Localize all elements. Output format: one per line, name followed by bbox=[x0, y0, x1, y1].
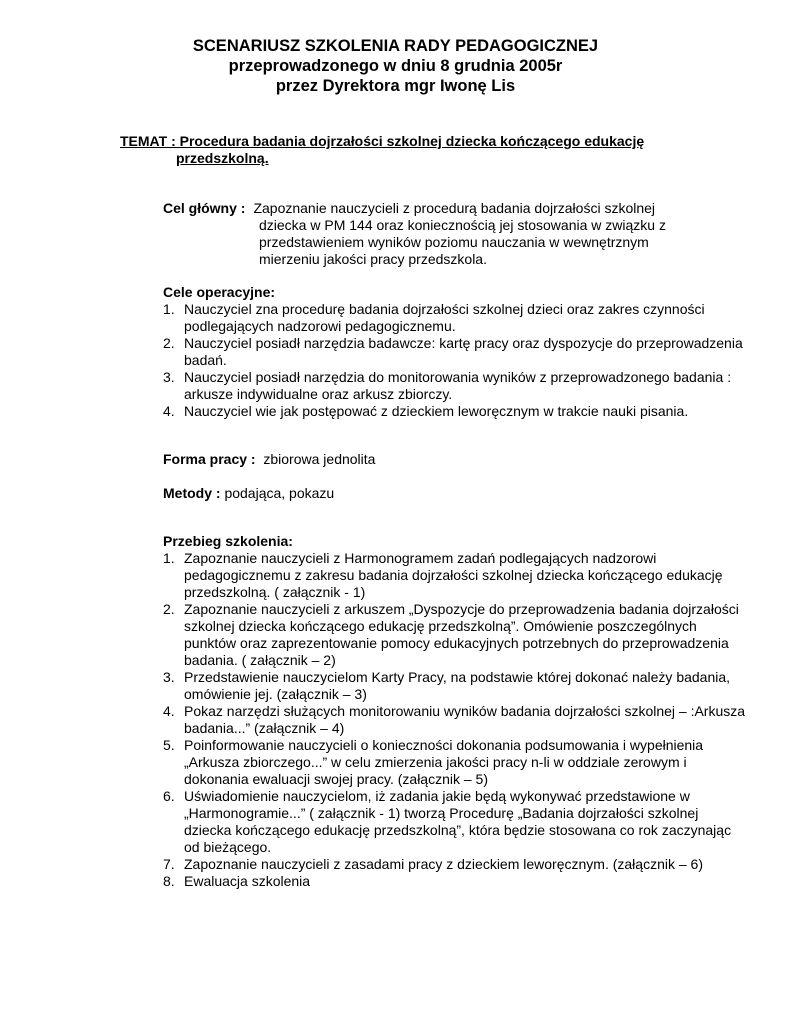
list-item bbox=[163, 301, 743, 335]
list-item-text: Zapoznanie nauczycieli z Harmonogramem zadań podlegających nadzorowi pedagogicznemu z zakresu badania dojrzałości szkolnej dziecka kończącego edukację przedszkolną. ( załącznik - 1) bbox=[184, 550, 723, 600]
operational-goals-list bbox=[163, 301, 743, 420]
methods-line bbox=[163, 485, 334, 502]
main-goal-section bbox=[163, 200, 666, 268]
list-item bbox=[163, 369, 743, 403]
main-goal-line-1: Zapoznanie nauczycieli z procedurą badania dojrzałości szkolnej bbox=[253, 200, 656, 216]
list-item bbox=[163, 403, 743, 420]
list-item-text: Nauczyciel wie jak postępować z dzieckiem leworęcznym w trakcie nauki pisania. bbox=[184, 403, 689, 419]
document-title bbox=[0, 36, 791, 96]
list-item-text: Nauczyciel posiadł narzędzia badawcze: kartę pracy oraz dyspozycje do przeprowadzenia badań. bbox=[184, 335, 743, 368]
list-item bbox=[163, 669, 748, 703]
topic-heading bbox=[120, 133, 720, 167]
topic-line-1: TEMAT : Procedura badania dojrzałości szkolnej dziecka kończącego edukację bbox=[120, 133, 645, 149]
list-item-text: Nauczyciel zna procedurę badania dojrzałości szkolnej dzieci oraz zakres czynności podlegających nadzorowi pedagogicznemu. bbox=[184, 301, 705, 334]
list-item-number: 8. bbox=[163, 873, 175, 889]
list-item bbox=[163, 601, 748, 669]
topic-line-2: przedszkolną. bbox=[176, 150, 269, 166]
training-course-heading: Przebieg szkolenia: bbox=[163, 533, 293, 549]
list-item-number: 2. bbox=[163, 335, 175, 351]
list-item-text: Ewaluacja szkolenia bbox=[184, 873, 311, 889]
main-goal-line-2: dziecka w PM 144 oraz koniecznością jej stosowania w związku z bbox=[259, 217, 666, 233]
list-item-text: Nauczyciel posiadł narzędzia do monitorowania wyników z przeprowadzonego badania : arkusze indywidualne oraz arkusz zbiorczy. bbox=[184, 369, 732, 402]
list-item-text: Uświadomienie nauczycielom, iż zadania jakie będą wykonywać przedstawione w „Harmonogramie...” ( załącznik - 1) tworzą Procedurę „Badania dojrzałości szkolnej dziecka kończącego edukację przedszkolną”, która będzie stosowana co rok zaczynając od bieżącego. bbox=[184, 788, 732, 855]
list-item-text: Pokaz narzędzi służących monitorowaniu wyników badania dojrzałości szkolnej – :Arkusza badania...” (załącznik – 4) bbox=[184, 703, 746, 736]
work-form-line bbox=[163, 451, 375, 468]
work-form-label: Forma pracy : bbox=[163, 451, 256, 467]
methods-value: podająca, pokazu bbox=[224, 485, 335, 501]
training-course-list bbox=[163, 550, 748, 890]
main-goal-line-3: przedstawieniem wyników poziomu nauczania w wewnętrznym bbox=[259, 234, 649, 250]
list-item-text: Przedstawienie nauczycielom Karty Pracy, na podstawie której dokonać należy badania, omówienie jej. (załącznik – 3) bbox=[184, 669, 731, 702]
work-form-value: zbiorowa jednolita bbox=[263, 451, 376, 467]
list-item-number: 7. bbox=[163, 856, 175, 872]
operational-goals-heading: Cele operacyjne: bbox=[163, 284, 276, 300]
list-item bbox=[163, 737, 748, 788]
list-item-number: 1. bbox=[163, 301, 175, 317]
list-item bbox=[163, 856, 748, 873]
list-item-number: 2. bbox=[163, 601, 175, 617]
title-line-2: przeprowadzonego w dniu 8 grudnia 2005r bbox=[228, 57, 563, 75]
list-item-text: Poinformowanie nauczycieli o konieczności dokonania podsumowania i wypełnienia „Arkusza zbiorczego...” w celu zmierzenia jakości pracy n-li w oddziale zerowym i dokonania ewaluacji swojej pracy. (załącznik – 5) bbox=[184, 737, 704, 787]
main-goal-line-4: mierzeniu jakości pracy przedszkola. bbox=[259, 251, 487, 267]
list-item-text: Zapoznanie nauczycieli z zasadami pracy z dzieckiem leworęcznym. (załącznik – 6) bbox=[184, 856, 703, 872]
methods-label: Metody : bbox=[163, 485, 221, 501]
list-item-text: Zapoznanie nauczycieli z arkuszem „Dyspozycje do przeprowadzenia badania dojrzałości szkolnej dziecka kończącego edukację przedszkolną”. Omówienie poszczególnych punktów oraz zaprezentowanie pomocy edukacyjnych potrzebnych do przeprowadzenia badania. ( załącznik – 2) bbox=[184, 601, 739, 668]
list-item bbox=[163, 550, 748, 601]
list-item-number: 4. bbox=[163, 403, 175, 419]
training-course-section bbox=[163, 533, 748, 890]
title-line-1: SCENARIUSZ SZKOLENIA RADY PEDAGOGICZNEJ bbox=[192, 37, 599, 55]
operational-goals-section bbox=[163, 284, 743, 420]
list-item bbox=[163, 703, 748, 737]
list-item bbox=[163, 335, 743, 369]
list-item-number: 1. bbox=[163, 550, 175, 566]
list-item-number: 3. bbox=[163, 369, 175, 385]
list-item-number: 3. bbox=[163, 669, 175, 685]
list-item-number: 6. bbox=[163, 788, 175, 804]
list-item-number: 4. bbox=[163, 703, 175, 719]
list-item-number: 5. bbox=[163, 737, 175, 753]
title-line-3: przez Dyrektora mgr Iwonę Lis bbox=[275, 77, 516, 95]
list-item bbox=[163, 788, 748, 856]
main-goal-label: Cel główny : bbox=[163, 200, 246, 216]
list-item bbox=[163, 873, 748, 890]
